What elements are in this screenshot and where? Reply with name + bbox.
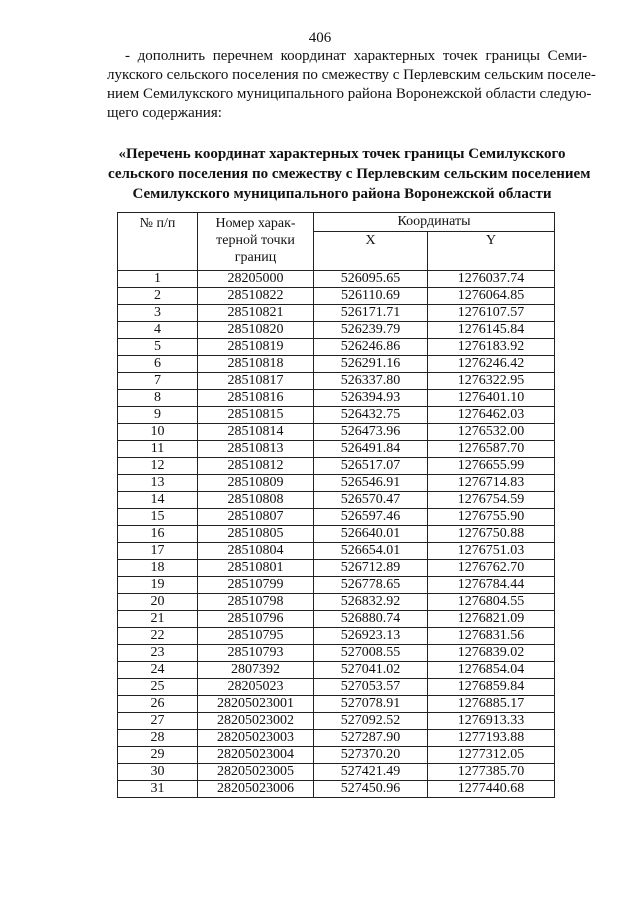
table-row (118, 492, 555, 509)
cell-y: 1276714.83 (428, 475, 555, 492)
cell-x: 526095.65 (314, 271, 428, 288)
cell-y: 1276839.02 (428, 645, 555, 662)
header-y: Y (428, 232, 555, 271)
cell-point: 28205023004 (198, 747, 314, 764)
table-row (118, 781, 555, 798)
table-row (118, 747, 555, 764)
cell-point: 28510818 (198, 356, 314, 373)
cell-point: 2807392 (198, 662, 314, 679)
cell-x: 526832.92 (314, 594, 428, 611)
cell-x: 527450.96 (314, 781, 428, 798)
cell-point: 28205023002 (198, 713, 314, 730)
cell-x: 527008.55 (314, 645, 428, 662)
cell-y: 1276784.44 (428, 577, 555, 594)
cell-number: 6 (118, 356, 198, 373)
cell-y: 1276854.04 (428, 662, 555, 679)
cell-number: 8 (118, 390, 198, 407)
page-number: 406 (308, 30, 332, 46)
cell-x: 526110.69 (314, 288, 428, 305)
cell-number: 7 (118, 373, 198, 390)
cell-x: 527041.02 (314, 662, 428, 679)
cell-x: 526923.13 (314, 628, 428, 645)
cell-y: 1277385.70 (428, 764, 555, 781)
cell-y: 1276762.70 (428, 560, 555, 577)
intro-line-2: лукского сельского поселения по смежеству с Перлевским сельским поселе- (107, 67, 596, 83)
cell-number: 2 (118, 288, 198, 305)
cell-number: 22 (118, 628, 198, 645)
cell-y: 1276107.57 (428, 305, 555, 322)
cell-y: 1276885.17 (428, 696, 555, 713)
cell-point: 28205023001 (198, 696, 314, 713)
cell-point: 28510798 (198, 594, 314, 611)
table-row (118, 696, 555, 713)
intro-line-3: нием Семилукского муниципального района Воронежской области следую- (107, 86, 592, 102)
cell-x: 527078.91 (314, 696, 428, 713)
table-row (118, 543, 555, 560)
cell-x: 526517.07 (314, 458, 428, 475)
cell-number: 9 (118, 407, 198, 424)
cell-y: 1276804.55 (428, 594, 555, 611)
document-heading (108, 144, 591, 204)
cell-x: 526246.86 (314, 339, 428, 356)
cell-number: 24 (118, 662, 198, 679)
cell-number: 29 (118, 747, 198, 764)
cell-point: 28510821 (198, 305, 314, 322)
cell-point: 28510813 (198, 441, 314, 458)
table-row (118, 458, 555, 475)
table-row (118, 730, 555, 747)
cell-x: 527287.90 (314, 730, 428, 747)
cell-x: 526546.91 (314, 475, 428, 492)
cell-x: 526597.46 (314, 509, 428, 526)
cell-point: 28205000 (198, 271, 314, 288)
cell-y: 1276751.03 (428, 543, 555, 560)
cell-number: 12 (118, 458, 198, 475)
table-row (118, 628, 555, 645)
cell-number: 28 (118, 730, 198, 747)
cell-point: 28205023003 (198, 730, 314, 747)
cell-y: 1276037.74 (428, 271, 555, 288)
coordinates-table (117, 212, 555, 798)
cell-x: 526337.80 (314, 373, 428, 390)
cell-point: 28510812 (198, 458, 314, 475)
cell-number: 19 (118, 577, 198, 594)
table-header (118, 213, 555, 271)
table-row (118, 764, 555, 781)
cell-point: 28510817 (198, 373, 314, 390)
table-row (118, 305, 555, 322)
cell-x: 526394.93 (314, 390, 428, 407)
table-row (118, 577, 555, 594)
table-body (118, 271, 555, 798)
table-row (118, 662, 555, 679)
header-point (198, 213, 314, 271)
cell-number: 13 (118, 475, 198, 492)
cell-point: 28205023005 (198, 764, 314, 781)
cell-number: 14 (118, 492, 198, 509)
heading-line-2: сельского поселения по смежеству с Перлевским сельским поселением (108, 166, 591, 182)
cell-x: 526473.96 (314, 424, 428, 441)
cell-number: 21 (118, 611, 198, 628)
cell-y: 1276754.59 (428, 492, 555, 509)
cell-y: 1276401.10 (428, 390, 555, 407)
cell-point: 28510808 (198, 492, 314, 509)
cell-number: 26 (118, 696, 198, 713)
cell-point: 28510807 (198, 509, 314, 526)
cell-number: 11 (118, 441, 198, 458)
cell-x: 526171.71 (314, 305, 428, 322)
table-row (118, 526, 555, 543)
cell-y: 1276755.90 (428, 509, 555, 526)
cell-point: 28510814 (198, 424, 314, 441)
cell-number: 1 (118, 271, 198, 288)
cell-point: 28510819 (198, 339, 314, 356)
cell-point: 28510822 (198, 288, 314, 305)
cell-number: 3 (118, 305, 198, 322)
header-point-line-1: Номер харак- (215, 216, 296, 231)
cell-number: 18 (118, 560, 198, 577)
table-row (118, 288, 555, 305)
cell-number: 10 (118, 424, 198, 441)
table-row (118, 475, 555, 492)
cell-point: 28510799 (198, 577, 314, 594)
cell-number: 4 (118, 322, 198, 339)
cell-x: 526491.84 (314, 441, 428, 458)
cell-x: 526570.47 (314, 492, 428, 509)
header-coordinates: Координаты (314, 213, 555, 232)
cell-x: 527092.52 (314, 713, 428, 730)
cell-y: 1276821.09 (428, 611, 555, 628)
cell-x: 526654.01 (314, 543, 428, 560)
table-row (118, 594, 555, 611)
cell-x: 526291.16 (314, 356, 428, 373)
cell-number: 17 (118, 543, 198, 560)
cell-number: 20 (118, 594, 198, 611)
cell-y: 1277312.05 (428, 747, 555, 764)
table-row (118, 390, 555, 407)
table-row (118, 560, 555, 577)
cell-x: 526880.74 (314, 611, 428, 628)
table-row (118, 322, 555, 339)
table-row (118, 611, 555, 628)
cell-y: 1276183.92 (428, 339, 555, 356)
cell-point: 28510793 (198, 645, 314, 662)
table-row (118, 713, 555, 730)
cell-y: 1276246.42 (428, 356, 555, 373)
header-number: № п/п (118, 213, 198, 271)
cell-y: 1276831.56 (428, 628, 555, 645)
intro-line-1: - дополнить перечнем координат характерных точек границы Семи- (125, 48, 587, 64)
cell-number: 31 (118, 781, 198, 798)
heading-line-3: Семилукского муниципального района Воронежской области (132, 186, 552, 202)
table-row (118, 441, 555, 458)
table-row (118, 679, 555, 696)
table-row (118, 407, 555, 424)
intro-line-4: щего содержания: (107, 105, 222, 121)
cell-point: 28510801 (198, 560, 314, 577)
cell-x: 526712.89 (314, 560, 428, 577)
cell-number: 27 (118, 713, 198, 730)
cell-y: 1276322.95 (428, 373, 555, 390)
cell-number: 25 (118, 679, 198, 696)
cell-x: 526778.65 (314, 577, 428, 594)
cell-x: 526432.75 (314, 407, 428, 424)
cell-x: 527053.57 (314, 679, 428, 696)
cell-point: 28510805 (198, 526, 314, 543)
cell-y: 1276064.85 (428, 288, 555, 305)
cell-y: 1276532.00 (428, 424, 555, 441)
cell-point: 28510804 (198, 543, 314, 560)
cell-y: 1276587.70 (428, 441, 555, 458)
table-row (118, 645, 555, 662)
table-row (118, 424, 555, 441)
cell-number: 5 (118, 339, 198, 356)
cell-point: 28205023 (198, 679, 314, 696)
cell-number: 15 (118, 509, 198, 526)
heading-line-1: «Перечень координат характерных точек границы Семилукского (118, 146, 566, 162)
cell-point: 28510816 (198, 390, 314, 407)
table-row (118, 271, 555, 288)
cell-y: 1276913.33 (428, 713, 555, 730)
cell-x: 526239.79 (314, 322, 428, 339)
cell-point: 28510796 (198, 611, 314, 628)
cell-point: 28510809 (198, 475, 314, 492)
cell-y: 1276145.84 (428, 322, 555, 339)
cell-y: 1276750.88 (428, 526, 555, 543)
table-row (118, 509, 555, 526)
cell-x: 527370.20 (314, 747, 428, 764)
cell-point: 28510815 (198, 407, 314, 424)
table-row (118, 339, 555, 356)
cell-y: 1277440.68 (428, 781, 555, 798)
cell-y: 1276859.84 (428, 679, 555, 696)
cell-y: 1276462.03 (428, 407, 555, 424)
cell-point: 28205023006 (198, 781, 314, 798)
intro-paragraph (107, 47, 596, 123)
table-row (118, 356, 555, 373)
cell-y: 1276655.99 (428, 458, 555, 475)
cell-x: 527421.49 (314, 764, 428, 781)
cell-number: 23 (118, 645, 198, 662)
header-point-line-2: терной точки (216, 233, 295, 248)
header-point-line-3: границ (234, 250, 277, 265)
cell-x: 526640.01 (314, 526, 428, 543)
cell-number: 30 (118, 764, 198, 781)
cell-point: 28510820 (198, 322, 314, 339)
cell-number: 16 (118, 526, 198, 543)
cell-point: 28510795 (198, 628, 314, 645)
table-row (118, 373, 555, 390)
header-x: X (314, 232, 428, 271)
cell-y: 1277193.88 (428, 730, 555, 747)
